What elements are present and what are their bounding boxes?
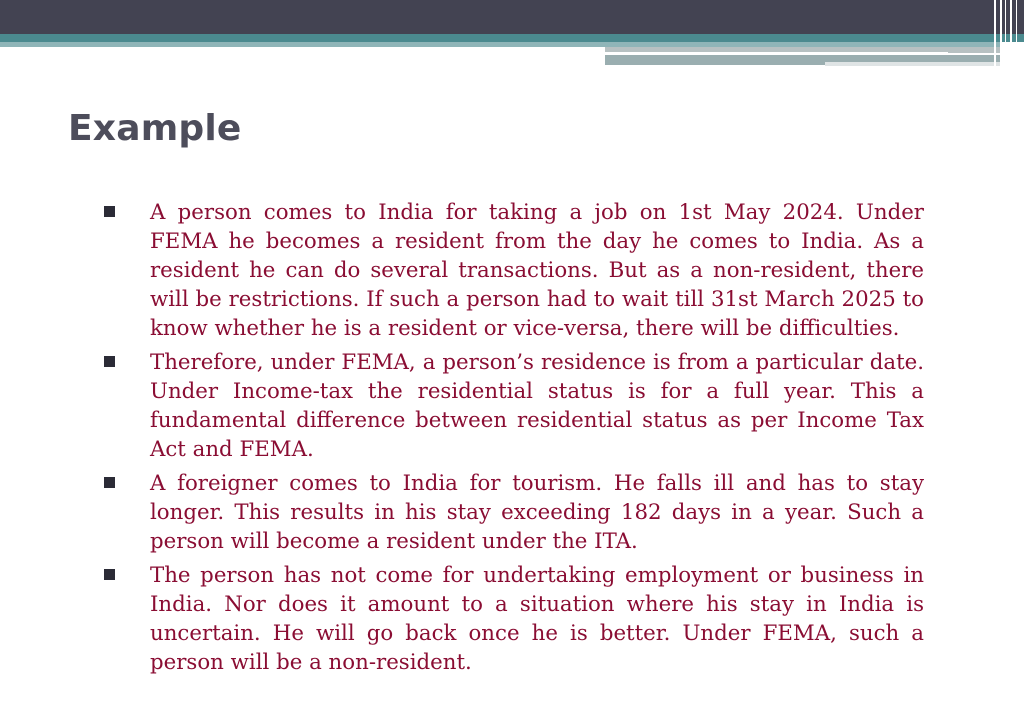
bullet-list: [104, 198, 924, 682]
bullet-text: Therefore, under FEMA, a person’s residence is from a particular date. Under Income-tax the residential status is for a full year. This a fundamental difference between residential status as per Income Tax Act and FEMA.: [150, 350, 924, 462]
header-band-light-lower: [825, 62, 1000, 66]
list-item: [104, 469, 924, 556]
header-band-teal: [0, 34, 1024, 42]
square-bullet-icon: [104, 356, 115, 367]
list-item: [104, 348, 924, 464]
bullet-text: A foreigner comes to India for tourism. He falls ill and has to stay longer. This results in his stay exceeding 182 days in a year. Such a person will become a resident under the ITA.: [150, 471, 924, 554]
list-item: [104, 561, 924, 677]
bullet-text: The person has not come for undertaking employment or business in India. Nor does it amount to a situation where his stay in India is uncertain. He will go back once he is better. Under FEMA, such a person will be a non-resident.: [150, 563, 924, 675]
square-bullet-icon: [104, 206, 115, 217]
square-bullet-icon: [104, 477, 115, 488]
slide-title: Example: [68, 108, 242, 149]
header-vertical-stripes: [990, 0, 1024, 70]
bullet-text: A person comes to India for taking a job on 1st May 2024. Under FEMA he becomes a resident from the day he comes to India. As a resident he can do several transactions. But as a non-resident, there will be restrictions. If such a person had to wait till 31st March 2025 to know whether he is a resident or vice-versa, there will be difficulties.: [150, 200, 924, 341]
header-band-dark: [0, 0, 1024, 34]
list-item: [104, 198, 924, 343]
square-bullet-icon: [104, 569, 115, 580]
